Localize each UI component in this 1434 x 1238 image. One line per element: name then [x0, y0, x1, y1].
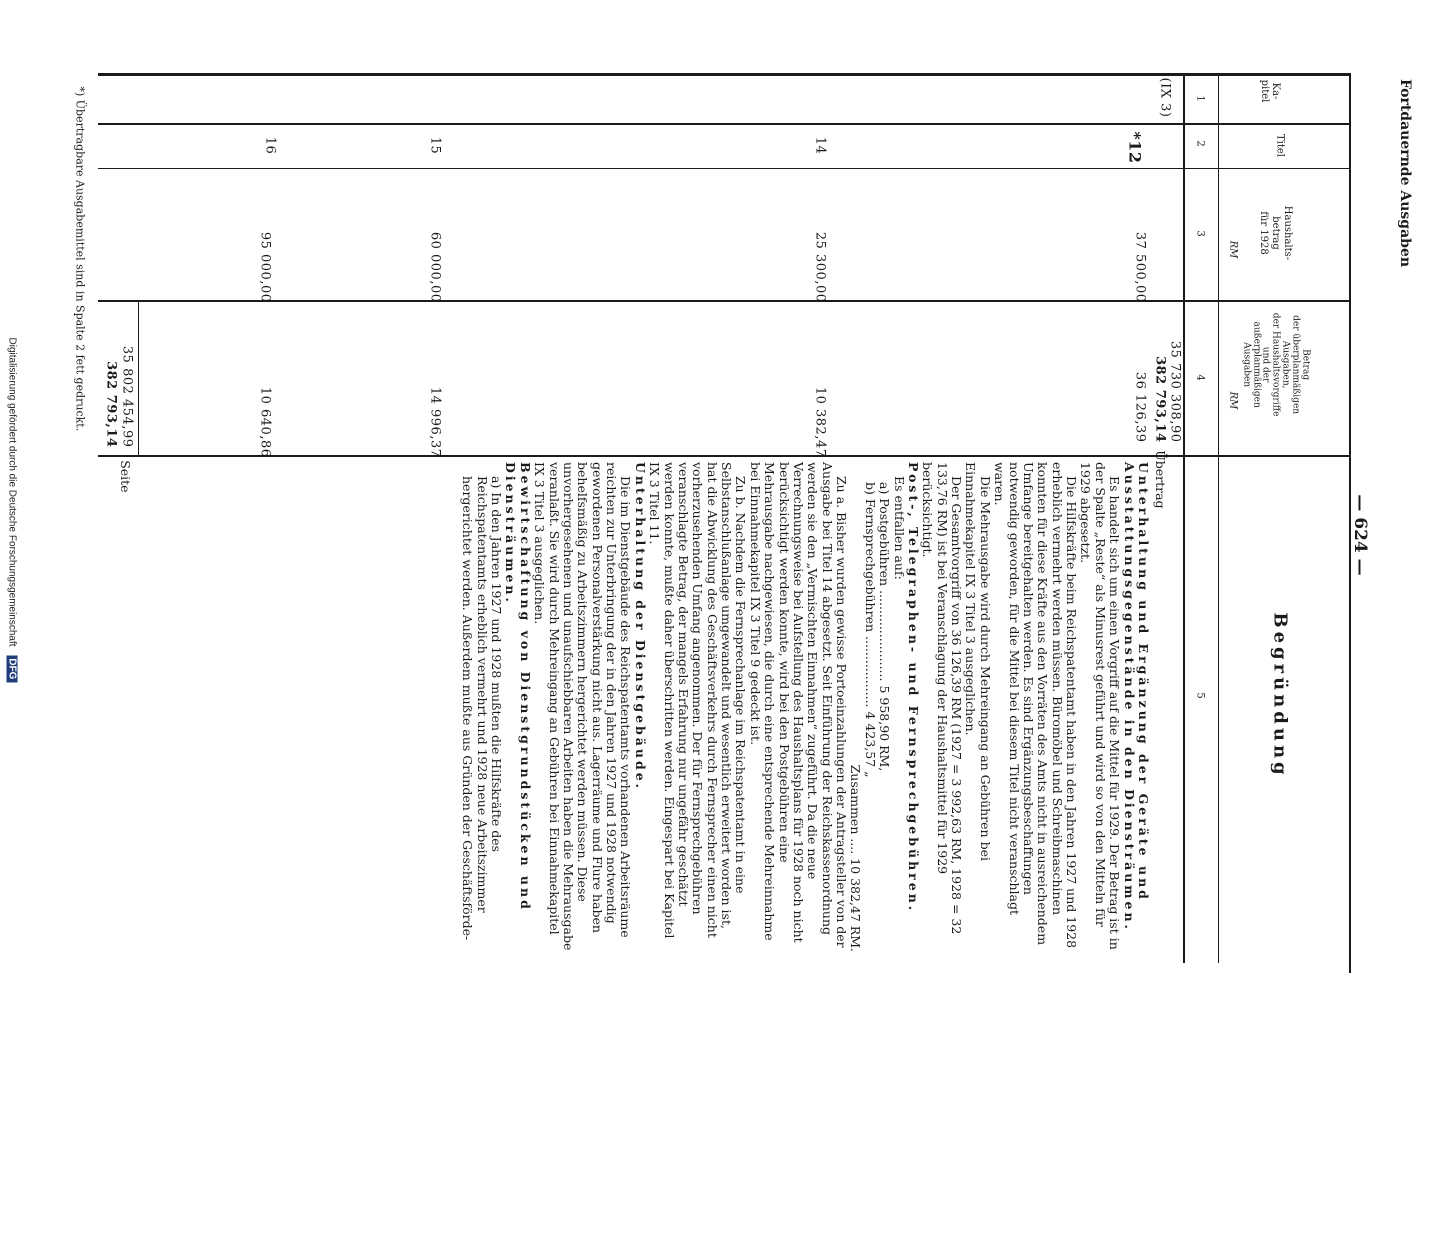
seite-value-2: 382 793,14 [103, 361, 119, 448]
footnote: *) Übertragbare Ausgabemittel sind in Spalte 2 fett gedruckt. [73, 86, 87, 432]
p12-text2: Die Hilfskräfte beim Reichspatentamt haben in den Jahren 1927 und 1928 erheblich vermehrt werden müssen. Büromöbel und Schreibmaschinen konnten für diese Kräfte aus den Vorräten des Amts nicht in ausreichendem Umfange bereitgehalten werden. Es sind Ergänzungsbeschaffungen notwendig geworden, für die Mittel bei diesem Titel nicht veranschlagt waren. [992, 462, 1080, 949]
header-betrag-ueber: Betrag der überplanmäßigen Ausgaben, der Haushaltsvorgriffe und der außerplanmäßigen Ausgaben [1241, 312, 1311, 417]
header-bottom-rule [1183, 73, 1185, 963]
row-ueber-14: 10 382,47 [812, 386, 828, 458]
p14-a-label: a) Postgebühren ....................... [877, 482, 893, 682]
p14-sum-value: 10 382,47 RM. [848, 858, 864, 952]
p14-b-value: 4 423,57 „ [862, 711, 878, 778]
dfg-logo: DFG [7, 655, 18, 682]
colnum-2: 2 [1194, 140, 1206, 147]
row-betrag-12: 37 500,00 [1132, 231, 1148, 303]
p14-sum [848, 462, 862, 952]
p15-text: Die im Dienstgebäude des Reichspatentamts vorhandenen Arbeitsräume reichten zur Unterbringung der in den Jahren 1927 und 1928 notwendig gewordenen Personalverstärkung nicht aus. Lagerräume und Flure haben behelfsmäßig zu Arbeitszimmern hergerichtet werden müssen. Diese unvorhergesehenen und unaufschiebbaren Arbeiten haben die Mehrausgabe veranlaßt. Sie wird durch Mehreingang an Gebühren bei Einnahmekapitel IX 3 Titel 3 ausgeglichen. [532, 462, 634, 951]
row-titel-16: 16 [262, 136, 278, 155]
p12-heading: Unterhaltung und Ergänzung der Geräte und Ausstattungsgegenstände in den Diensträumen. [1121, 462, 1151, 932]
p16-heading: Bewirtschaftung von Dienstgrundstücken und Diensträumen. [503, 462, 533, 912]
p14-heading: Post-, Telegraphen- und Fernsprechgebühren. [906, 462, 921, 914]
p14-sum-label: Zusammen .... [848, 764, 864, 855]
section-title: Fortdauernde Ausgaben [1397, 78, 1413, 268]
p14-intro: Es entfallen auf: [891, 476, 907, 580]
row-ueber-16: 10 640,86 [257, 386, 273, 458]
colnum-3: 3 [1194, 230, 1206, 237]
row-betrag-14: 25 300,00 [812, 231, 828, 303]
seite-value-1: 35 802 454,99 [119, 345, 135, 448]
side-note-text: Digitalisierung gefördert durch die Deutsche Forschungsgemeinschaft [6, 337, 18, 647]
begruendung-title: Begründung [1269, 612, 1291, 779]
p14-a-value: 5 958,90 RM, [877, 685, 893, 772]
uebertrag-value-1: 35 730 308,90 [1167, 340, 1183, 443]
page-number: — 624 — [1350, 494, 1370, 576]
side-note [7, 338, 18, 1238]
unit-rm-col3: RM [1227, 240, 1239, 259]
colnum-rule [1218, 73, 1219, 963]
row-titel-15: 15 [427, 136, 443, 155]
seite-label: Seite [118, 460, 134, 493]
p12-text1: Es handelt sich um einen Vorgriff auf die Mittel für 1929. Der Betrag ist in der Spalte „Reste“ als Minusrest geführt und wird so von den Mitteln für 1929 abgesetzt. [1078, 462, 1123, 950]
uebertrag-label: Übertrag [1153, 450, 1169, 509]
uebertrag-value-2: 382 793,14 [1152, 356, 1168, 443]
row-titel-12: *12 [1125, 131, 1145, 164]
p12-text3: Die Mehrausgabe wird durch Mehreingang an Gebühren bei Einnahmekapitel IX 3 Titel 3 ausgeglichen. [963, 462, 993, 861]
colnum-1: 1 [1194, 95, 1206, 102]
row-ueber-15: 14 996,37 [427, 386, 443, 458]
col-divider-2 [98, 300, 1350, 302]
row-ueber-12: 36 126,39 [1132, 371, 1148, 443]
header-kapitel: Ka- pitel [1259, 79, 1281, 103]
begruendung-text [85, 462, 1150, 952]
header-titel: Titel [1274, 133, 1286, 157]
row-titel-14: 14 [812, 136, 828, 155]
p14-b [863, 462, 877, 952]
colnum-5: 5 [1194, 692, 1206, 699]
p15-heading: Unterhaltung der Dienstgebäude. [632, 462, 648, 792]
colnum-4: 4 [1194, 374, 1206, 381]
p14-za: Zu a. Bisher wurden gewisse Portoeinzahlungen der Antragsteller von der Ausgabe bei Titel 14 abgesetzt. Seit Einführung der Reichskassenordnung werden sie den „Vermischten Einnahmen“ zugeführt. Da die neue Verrechnungsweise bei Aufstellung des Haushaltsplans für 1928 noch nicht berücksichtigt werden konnte, wird bei den Postgebühren eine Mehrausgabe nachgewiesen, die durch eine entsprechende Mehreinnahme bei Einnahmekapitel IX 3 Titel 9 gedeckt ist. [747, 462, 850, 948]
row-betrag-15: 60 000,00 [427, 231, 443, 303]
p14-zb: Zu b. Nachdem die Fernsprechanlage im Reichspatentamt in eine Selbstanschlußanlage umgewandelt und wesentlich erweitert worden ist, hat die Abwicklung des Geschäftsverkehrs durch Fernsprecher einen nicht vorherzusehenden Umfang angenommen. Der für Fernsprechgebühren veranschlagte Betrag, der mangels Erfahrung nur ungefähr geschätzt werden konnte, mußte daher überschritten werden. Eingespart bei Kapitel IX 3 Titel 11. [647, 462, 749, 939]
p14-b-label: b) Fernsprechgebühren .................. [862, 482, 878, 708]
unit-rm-col4: RM [1227, 391, 1239, 410]
row-kapitel: (IX 3) [1157, 77, 1173, 118]
total-rule [138, 300, 139, 455]
p14-a [877, 462, 891, 952]
col-divider-1 [98, 168, 1350, 169]
p16-text: a) In den Jahren 1927 und 1928 mußten die Hilfskräfte des Reichspatentamts erheblich vermehrt und 1928 neue Arbeitszimmer hergerichtet werden. Außerdem mußte aus Gründen der Geschäftsförde- [460, 476, 505, 941]
header-haushalt: Haushalts- betrag für 1928 [1258, 205, 1293, 261]
row-betrag-16: 95 000,00 [257, 231, 273, 303]
p12-text4: Der Gesamtvorgriff von 36 126,39 RM (1927 = 3 992,63 RM, 1928 = 32 133,76 RM) ist bei Veranschlagung der Haushaltsmittel für 1929 berücksichtigt. [920, 462, 965, 935]
